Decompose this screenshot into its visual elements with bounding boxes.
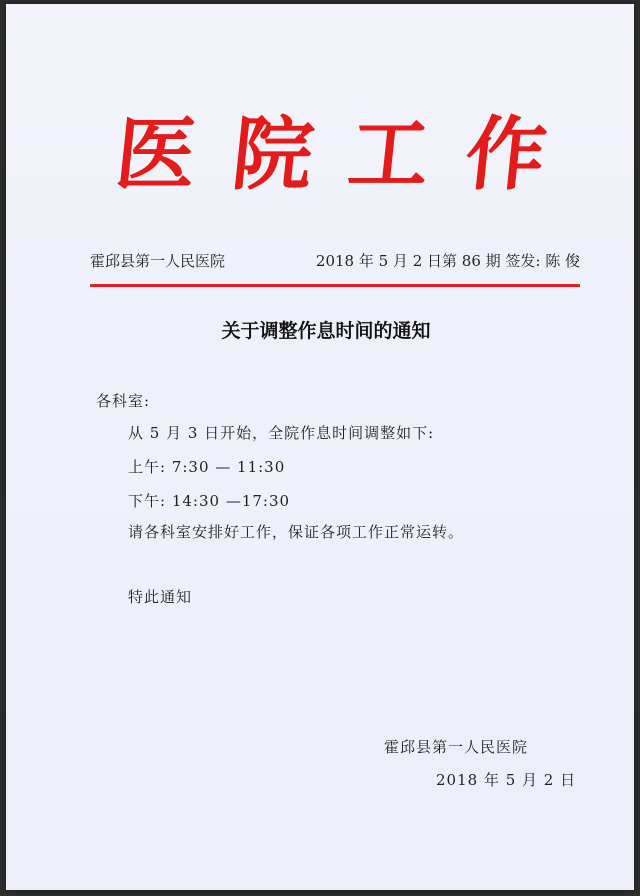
notice-closing: 特此通知 — [128, 588, 193, 606]
header-org: 霍邱县第一人民医院 — [90, 252, 226, 270]
notice-paragraph: 从 5 月 3 日开始，全院作息时间调整如下: — [128, 424, 435, 442]
document-page — [6, 4, 634, 890]
masthead-char-4: 作 — [461, 107, 551, 201]
issue-header — [90, 250, 580, 271]
signature-org: 霍邱县第一人民医院 — [384, 738, 529, 756]
notice-salutation: 各科室: — [96, 392, 151, 410]
notice-request: 请各科室安排好工作，保证各项工作正常运转。 — [128, 523, 465, 541]
masthead-char-2: 院 — [227, 107, 318, 201]
red-divider — [90, 284, 580, 287]
notice-afternoon-hours: 下午: 14:30 —17:30 — [128, 492, 291, 510]
notice-morning-hours: 上午: 7:30 — 11:30 — [128, 458, 286, 476]
header-issue-info: 2018 年 5 月 2 日第 86 期 签发: 陈 俊 — [315, 252, 580, 270]
masthead-title — [111, 104, 551, 204]
notice-title: 关于调整作息时间的通知 — [221, 320, 431, 342]
masthead-char-3: 工 — [344, 107, 435, 201]
masthead-char-1: 医 — [111, 107, 201, 201]
signature-date: 2018 年 5 月 2 日 — [436, 771, 577, 789]
